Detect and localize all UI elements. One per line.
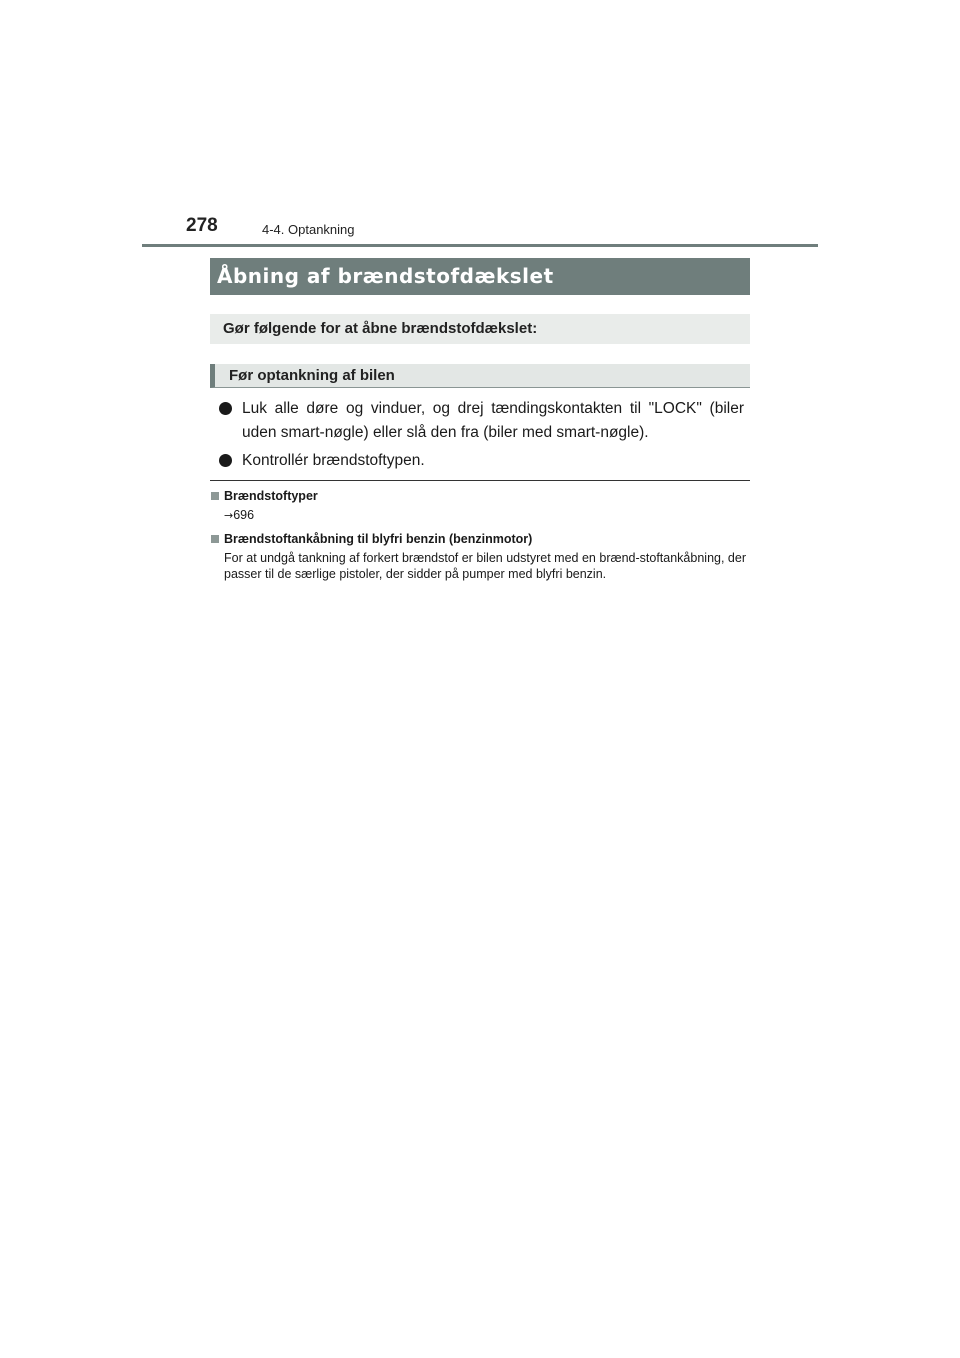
breadcrumb: 4-4. Optankning — [262, 222, 355, 237]
note-body-text: For at undgå tankning af forkert brændstof er bilen udstyret med en brænd-stoftankåbning, der passer til de særlige pistoler, der sidder på pumper med blyfri benzin. — [224, 551, 746, 581]
section-title: Åbning af brændstofdækslet — [210, 258, 750, 295]
bullet-icon — [219, 454, 232, 467]
bullet-icon — [219, 402, 232, 415]
note-heading — [210, 488, 746, 504]
section-divider — [210, 480, 750, 481]
note-heading-text: Brændstoftankåbning til blyfri benzin (benzinmotor) — [224, 532, 533, 546]
bullet-list — [216, 397, 744, 477]
notes-section — [210, 488, 746, 589]
note-heading-text: Brændstoftyper — [224, 489, 318, 503]
square-bullet-icon — [211, 535, 219, 543]
note-reference — [210, 507, 746, 524]
note-fuel-types — [210, 488, 746, 524]
list-item-text: Luk alle døre og vinduer, og drej tændingskontakten til "LOCK" (biler uden smart-nøgle) eller slå den fra (biler med smart-nøgle). — [242, 400, 744, 441]
arrow-right-icon: → — [224, 509, 234, 522]
page-number: 278 — [186, 215, 218, 236]
page-reference-link[interactable]: 696 — [233, 508, 255, 522]
subheading-before-refueling: Før optankning af bilen — [210, 364, 750, 388]
list-item — [216, 449, 744, 473]
note-unleaded-filler — [210, 531, 746, 582]
note-heading — [210, 531, 746, 547]
list-item — [216, 397, 744, 445]
square-bullet-icon — [211, 492, 219, 500]
header-divider — [142, 244, 818, 247]
list-item-text: Kontrollér brændstoftypen. — [242, 452, 425, 469]
intro-instruction: Gør følgende for at åbne brændstofdækslet: — [210, 314, 750, 344]
